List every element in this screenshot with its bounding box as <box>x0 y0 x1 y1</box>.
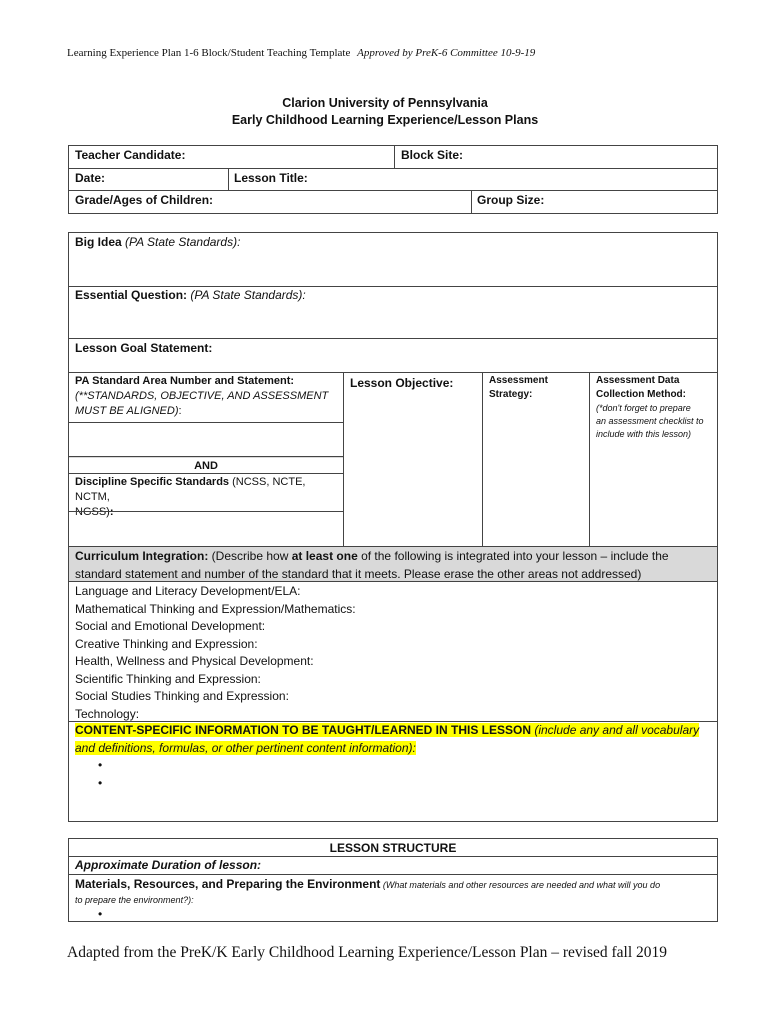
approval-note: Approved by PreK-6 Committee 10-9-19 <box>357 47 536 59</box>
assessment-data-label-1: Assessment Data <box>596 375 680 386</box>
materials-label: Materials, Resources, and Preparing the Environment <box>75 877 381 891</box>
big-idea-label: Big Idea <box>75 235 122 249</box>
lesson-objective-field[interactable]: Lesson Objective: <box>350 376 454 390</box>
plan-divider <box>482 372 483 546</box>
curriculum-desc-2: of the following is integrated into your lesson – include the <box>357 549 669 563</box>
curriculum-label: Curriculum Integration: <box>75 549 209 563</box>
date-field[interactable]: Date: <box>75 171 106 185</box>
assessment-strategy-label-2: Strategy: <box>489 389 533 400</box>
essential-question-note: (PA State Standards): <box>190 288 306 302</box>
assessment-note-3: include with this lesson) <box>596 429 692 439</box>
materials-field[interactable] <box>75 876 715 907</box>
university-title: Clarion University of Pennsylvania <box>282 96 488 110</box>
info-divider <box>228 168 229 190</box>
content-specific-label: CONTENT-SPECIFIC INFORMATION TO BE TAUGHT/LEARNED IN THIS LESSON <box>75 723 532 737</box>
curriculum-desc-bold: at least one <box>291 549 358 563</box>
curriculum-area-list <box>75 583 715 723</box>
essential-question-label: Essential Question: <box>75 288 188 302</box>
assessment-note-1: (*don't forget to prepare <box>596 403 691 413</box>
content-bullet: • <box>98 758 103 772</box>
materials-note-2: to prepare the environment?): <box>75 894 194 905</box>
curriculum-desc-line2: standard statement and number of the standard that it meets. Please erase the other areas not addressed) <box>75 566 642 581</box>
content-specific-note-2: and definitions, formulas, or other pertinent content information): <box>75 740 416 755</box>
curriculum-area[interactable]: Social Studies Thinking and Expression: <box>75 689 289 703</box>
pa-standard-cell <box>75 374 340 419</box>
curriculum-area[interactable]: Scientific Thinking and Expression: <box>75 671 261 686</box>
and-shading <box>69 457 343 458</box>
page-footer: Adapted from the PreK/K Early Childhood Learning Experience/Lesson Plan – revised fall 2019 <box>67 944 668 961</box>
info-divider <box>394 145 395 168</box>
lesson-goal-field[interactable]: Lesson Goal Statement: <box>75 341 213 355</box>
curriculum-area[interactable]: Language and Literacy Development/ELA: <box>75 584 301 598</box>
pa-standard-colon: : <box>178 405 182 417</box>
curriculum-area[interactable]: Health, Wellness and Physical Development: <box>75 654 314 668</box>
lesson-structure-heading: LESSON STRUCTURE <box>329 841 457 855</box>
big-idea-field[interactable] <box>75 234 240 252</box>
content-specific-section[interactable] <box>75 722 715 757</box>
plan-divider <box>589 372 590 546</box>
discipline-note-1: (NCSS, NCTE, NCTM, <box>75 476 306 503</box>
curriculum-area[interactable]: Social and Emotional Development: <box>75 619 266 633</box>
page-header <box>67 47 535 59</box>
discipline-colon: : <box>109 506 114 518</box>
assessment-note-2: an assessment checklist to <box>596 416 704 426</box>
discipline-input[interactable] <box>69 512 343 546</box>
curriculum-area[interactable]: Creative Thinking and Expression: <box>75 636 258 651</box>
discipline-label: Discipline Specific Standards <box>75 476 230 488</box>
structure-divider <box>68 874 718 875</box>
plan-divider <box>68 338 718 339</box>
duration-field[interactable]: Approximate Duration of lesson: <box>75 858 262 872</box>
group-size-field[interactable]: Group Size: <box>477 193 545 207</box>
info-divider <box>471 190 472 214</box>
plan-divider <box>68 372 718 373</box>
discipline-note-2: NGSS) <box>75 506 110 518</box>
pa-standard-note-2: MUST BE ALIGNED) <box>75 405 179 417</box>
content-specific-note-1: (include any and all vocabulary <box>531 723 700 737</box>
assessment-data-label-2: Collection Method: <box>596 389 686 400</box>
teacher-candidate-field[interactable]: Teacher Candidate: <box>75 148 186 162</box>
essential-question-field[interactable] <box>75 287 306 305</box>
plan-divider <box>68 473 343 474</box>
curriculum-desc-1: (Describe how <box>208 549 292 563</box>
and-separator: AND <box>194 460 218 472</box>
plan-divider <box>68 581 718 582</box>
materials-bullet: • <box>98 907 103 921</box>
big-idea-note: (PA State Standards): <box>125 235 241 249</box>
assessment-strategy-label-1: Assessment <box>489 375 548 386</box>
pa-standard-label: PA Standard Area Number and Statement: <box>75 375 295 387</box>
assessment-data-field[interactable] <box>596 374 714 441</box>
pa-standard-input[interactable] <box>69 423 343 456</box>
materials-note-1: (What materials and other resources are needed and what will you do <box>380 880 661 890</box>
pa-standard-note-1: (**STANDARDS, OBJECTIVE, AND ASSESSMENT <box>75 390 329 402</box>
curriculum-description <box>75 548 715 583</box>
grade-ages-field[interactable]: Grade/Ages of Children: <box>75 193 214 207</box>
assessment-strategy-field[interactable] <box>489 374 548 402</box>
curriculum-area[interactable]: Mathematical Thinking and Expression/Mathematics: <box>75 601 356 616</box>
info-divider <box>68 190 718 191</box>
lesson-title-field[interactable]: Lesson Title: <box>234 171 308 185</box>
info-divider <box>68 168 718 169</box>
plan-divider <box>343 372 344 546</box>
block-site-field[interactable]: Block Site: <box>401 148 464 162</box>
content-bullet: • <box>98 776 103 790</box>
curriculum-area[interactable]: Technology: <box>75 706 140 721</box>
template-title: Learning Experience Plan 1-6 Block/Student Teaching Template <box>67 47 351 59</box>
plan-title: Early Childhood Learning Experience/Lesson Plans <box>231 113 539 127</box>
